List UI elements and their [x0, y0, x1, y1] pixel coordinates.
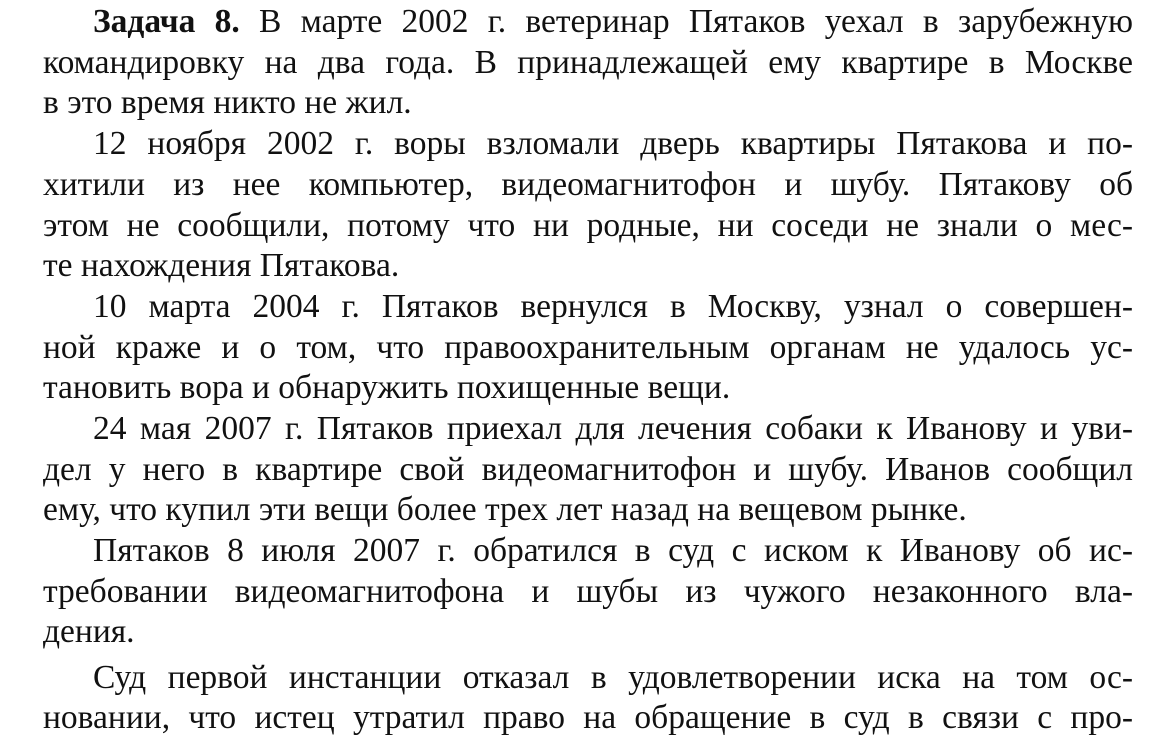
text-line: 24 мая 2007 г. Пятаков приехал для лечения собаки к Иванову и уви-: [93, 410, 1133, 447]
text-line: те нахождения Пятакова.: [43, 247, 400, 284]
text-line: требовании видеомагнитофона и шубы из чужого незаконного вла-: [43, 573, 1133, 610]
text-line: 10 марта 2004 г. Пятаков вернулся в Москву, узнал о совершен-: [93, 288, 1133, 325]
text-line: Суд первой инстанции отказал в удовлетворении иска на том ос-: [93, 659, 1133, 696]
task-label: Задача 8.: [93, 3, 240, 40]
text-line-content: В марте 2002 г. ветеринар Пятаков уехал в зарубежную: [239, 3, 1133, 40]
text-line: дел у него в квартире свой видеомагнитофон и шубу. Иванов сообщил: [43, 451, 1133, 488]
text-line: ной краже и о том, что правоохранительным органам не удалось ус-: [43, 329, 1133, 366]
text-line: в это время никто не жил.: [43, 84, 412, 121]
text-line: 12 ноября 2002 г. воры взломали дверь квартиры Пятакова и по-: [93, 125, 1133, 162]
text-line: этом не сообщили, потому что ни родные, ни соседи не знали о мес-: [43, 207, 1133, 244]
text-line: Пятаков 8 июля 2007 г. обратился в суд с иском к Иванову об ис-: [93, 532, 1133, 569]
text-line: тановить вора и обнаружить похищенные вещи.: [43, 369, 731, 406]
text-line: командировку на два года. В принадлежащей ему квартире в Москве: [43, 44, 1133, 81]
text-line: ему, что купил эти вещи более трех лет назад на вещевом рынке.: [43, 491, 967, 528]
text-line: [93, 2, 1133, 42]
text-line: хитили из нее компьютер, видеомагнитофон и шубу. Пятакову об: [43, 166, 1133, 203]
text-line: новании, что истец утратил право на обращение в суд в связи с про-: [43, 699, 1133, 736]
text-line: дения.: [43, 613, 135, 650]
